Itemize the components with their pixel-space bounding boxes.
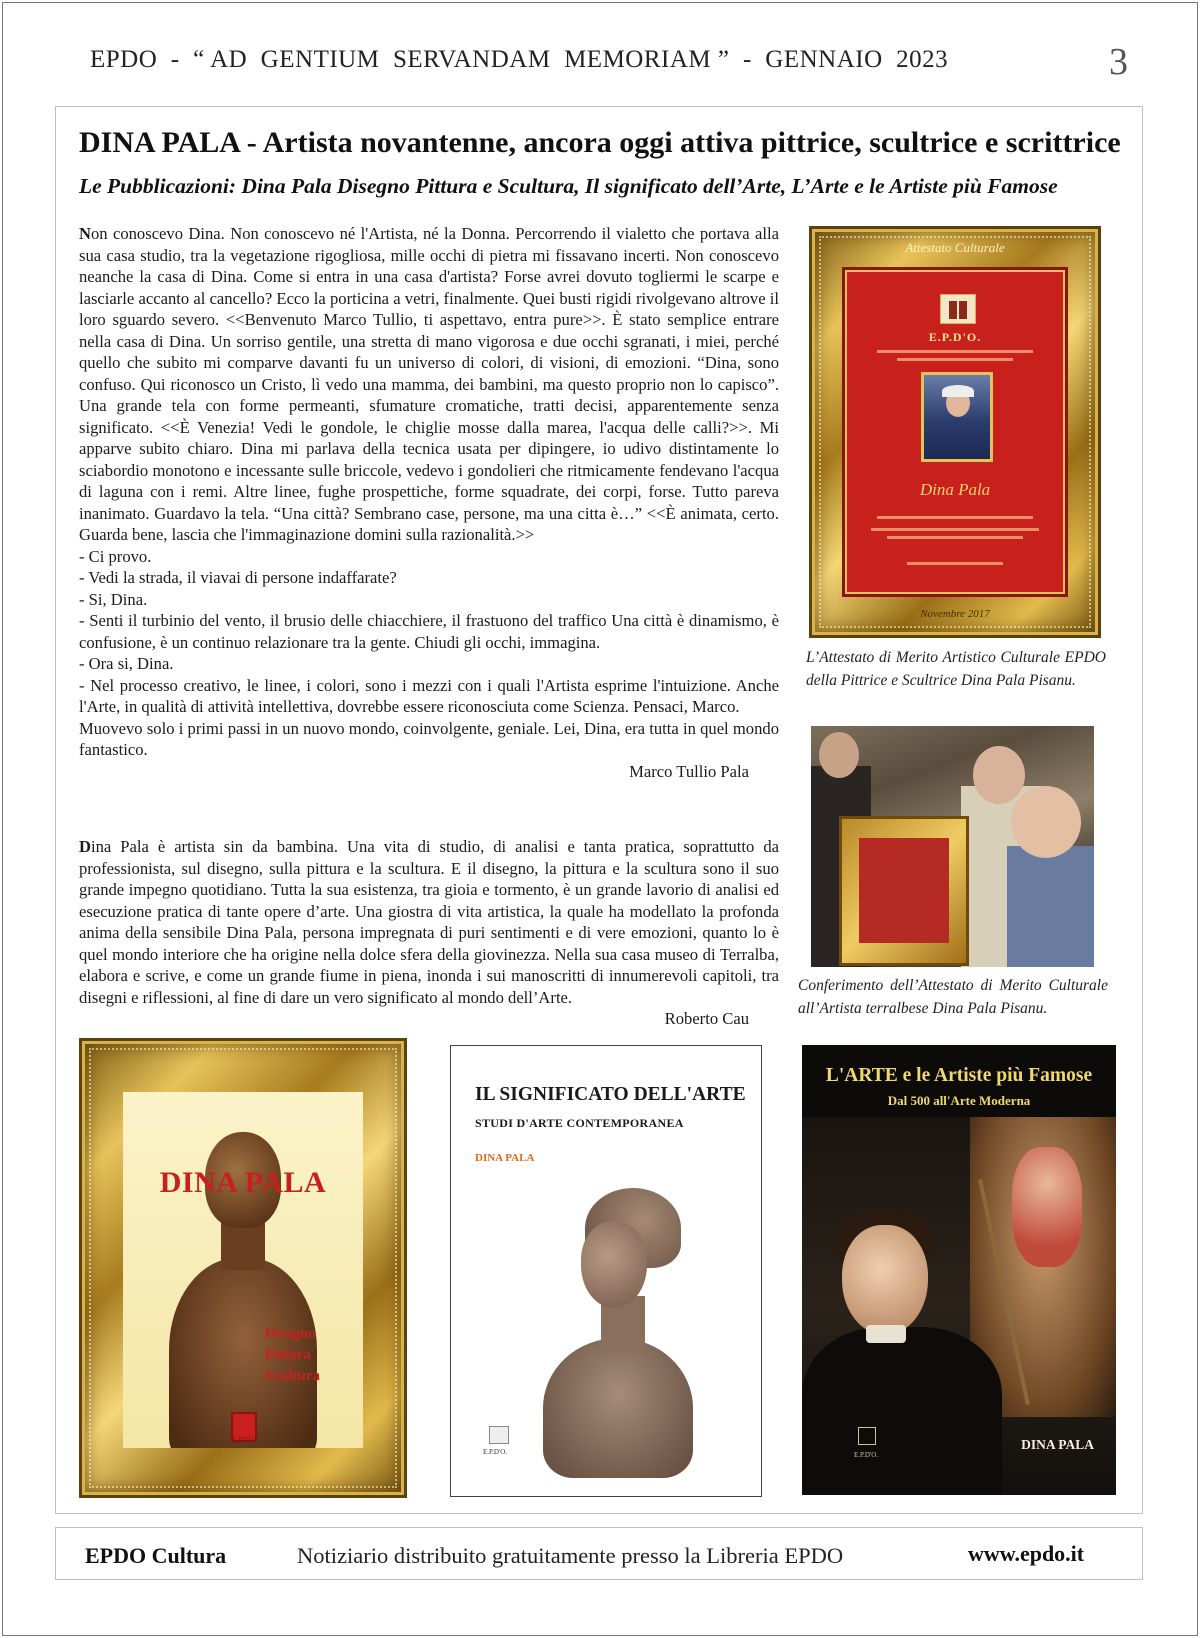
footer-website-link[interactable]: www.epdo.it <box>968 1541 1085 1566</box>
signature-line <box>79 1008 779 1030</box>
certificate-decorative-line <box>877 516 1033 519</box>
certificate-image <box>809 226 1101 638</box>
page-number: 3 <box>1109 41 1128 83</box>
article-subtitle: Le Pubblicazioni: Dina Pala Disegno Pittura e Scultura, Il significato dell’Arte, L’Arte e le Artiste più Famose <box>79 174 1058 198</box>
dialogue-line: - Ora si, Dina. <box>79 654 174 673</box>
footer-brand: EPDO Cultura <box>85 1543 227 1568</box>
ceremony-caption: Conferimento dell’Attestato di Merito Culturale all’Artista terralbese Dina Pala Pisanu. <box>798 977 1108 1017</box>
drop-letter: N <box>79 224 91 243</box>
book3-subtitle: Dal 500 all'Arte Moderna <box>887 1093 1031 1108</box>
book3-publisher: E.P.D'O. <box>854 1451 879 1459</box>
certificate-decorative-line <box>897 358 1013 361</box>
book-cover-il-significato-dell-arte <box>450 1045 762 1497</box>
certificate-decorative-line <box>877 350 1033 353</box>
book2-author: DINA PALA <box>475 1152 535 1164</box>
signature-line <box>79 761 779 783</box>
book-cover-dina-pala <box>79 1038 407 1498</box>
book2-title: IL SIGNIFICATO DELL'ARTE <box>475 1084 746 1105</box>
article-part-2 <box>79 836 779 1030</box>
book1-cover-panel <box>123 1092 363 1448</box>
book1-publisher: E.P.D'O. <box>231 1436 256 1444</box>
ceremony-photo <box>811 726 1094 967</box>
dialogue-line: - Si, Dina. <box>79 589 148 609</box>
book2-publisher: E.P.D'O. <box>483 1448 508 1456</box>
paragraph-dina <box>79 836 779 1008</box>
book3-author: DINA PALA <box>1021 1437 1094 1452</box>
dialogue-line: - Ci provo. <box>79 546 152 566</box>
epdo-logo-icon <box>489 1426 509 1444</box>
running-head-text: EPDO - “ AD GENTIUM SERVANDAM MEMORIAM ” - GENNAIO 2023 <box>90 46 949 73</box>
portrait-photo <box>921 372 993 462</box>
certificate-decorative-line <box>871 528 1039 531</box>
drop-letter: D <box>79 837 91 856</box>
footer-note: Notiziario distribuito gratuitamente presso la Libreria EPDO <box>297 1543 844 1568</box>
epdo-logo-icon <box>858 1427 876 1445</box>
paragraph-text: ina Pala è artista sin da bambina. Una vita di studio, di analisi e tanta pratica, soprattutto da professionista, sul disegno, sulla pittura e la scultura. E il disegno, la pittura e la scultura sono il suo grande impegno quotidiano. Tutta la sua esistenza, tra gioia e tormento, è un grande lavorio di analisi ed esecuzione pratica di tante opere d’arte. Una giostra di vita artistica, la quale ha modellato la profonda anima della sensibile Dina Pala, persona impregnata di puri sentimenti e di vere emozioni, quanto lo è quel mondo interiore che ha origine nella dolce sfera della giovinezza. Nella sua casa museo di Terralba, elabora e scrive, e come un grande fiume in piena, inonda i sui manoscritti di innumerevoli capitoli, tra disegni e riflessioni, al fine di dare un vero significato al mondo dell’Arte. <box>79 837 779 1007</box>
certificate-date: Novembre 2017 <box>920 608 990 620</box>
dialogue-line: - Nel processo creativo, le linee, i colori, sono i mezzi con i quali l'Artista esprime l'intuizione. Anche l'Arte, in qualità di attività intellettiva, dovrebbe essere riconosciuta come Scienza. Pensaci, Marco. <box>79 675 779 716</box>
book3-title: L'ARTE e le Artiste più Famose <box>825 1065 1093 1086</box>
book2-subtitle: STUDI D'ARTE CONTEMPORANEA <box>475 1116 684 1130</box>
running-head <box>0 40 1200 83</box>
author-roberto-cau: Roberto Cau <box>664 1009 749 1028</box>
certificate-top-label: Attestato Culturale <box>905 240 1005 255</box>
paragraph-lead <box>79 223 779 546</box>
dialogue-line: - Vedi la strada, il viavai di persone indaffarate? <box>79 568 397 587</box>
certificate-decorative-line <box>887 536 1023 539</box>
article-part-1 <box>79 223 779 782</box>
certificate-decorative-line <box>907 562 1003 565</box>
lead-text: on conoscevo Dina. Non conoscevo né l'Artista, né la Donna. Percorrendo il vialetto che portava alla sua casa studio, tra la vegetazione rigogliosa, mille occhi di pietra mi fissavano incerti. Non conoscevo neanche la casa di Dina. Come si entra in una casa d'artista? Forse avrei dovuto togliermi le scarpe e lasciarle accanto al cancello? Ecco la porticina a vetri, finalmente. Quei busti rigidi rivolgevano altrove il loro sguardo severo. <<Benvenuto Marco Tullio, ti aspettavo, entra pure>>. È stato semplice entrare nella casa di Dina. Un sorriso gentile, una stretta di mano vigorosa e due occhi sgranati, i miei, perché quello che subito mi comparve davanti fu un universo di colori, di visioni, di emozioni. “Dina, sono confuso. Qui riconosco un Cristo, lì vedo una mamma, dei bambini, ma questo proprio non lo capisco”. Una grande tela con forme permeanti, sfumature cromatiche, tratti decisi, apparentemente senza significato. <<È Venezia! Vedi le gondole, le chiglie mosse dalla marea, l'acqua delle calli?>>. Mi apparve subito chiaro. Dina mi parlava della tecnica usata per dipingere, io udivo distintamente lo sciabordio monotono e incessante sulle briccole, vedevo i gondolieri che ritmicamente fendevano l'acqua di laguna con i remi. Altre linee, fughe prospettiche, forme squadrate, dei corpi, forse. Tutto pareva inanimato. Guardavo la tela. “Una città? Sembrano case, persone, ma una citta è…” <<È animata, certo. Guarda bene, lascia che l'immaginazione domini sulla razionalità.>> <box>79 224 779 544</box>
certificate-caption: L’Attestato di Merito Artistico Culturale EPDO della Pittrice e Scultrice Dina Pala Pisanu. <box>806 649 1106 689</box>
certificate-name: Dina Pala <box>919 480 991 499</box>
author-marco-tullio-pala: Marco Tullio Pala <box>629 761 749 781</box>
closing-paragraph: Muovevo solo i primi passi in un nuovo mondo, coinvolgente, geniale. Lei, Dina, era tutta in quel mondo fantastico. <box>79 718 779 759</box>
epdo-logo-icon <box>940 294 976 324</box>
article-title: DINA PALA - Artista novantenne, ancora oggi attiva pittrice, scultrice e scrittrice <box>79 126 1121 159</box>
dialogue-line: - Senti il turbinio del vento, il brusio delle chiacchiere, il frastuono del traffico Una città è dinamismo, è confusione, è un continuo relazionare tra la gente. Chiudi gli occhi, immagina. <box>79 611 779 652</box>
book1-subtitle: Disegno Pittura Scultura <box>265 1326 321 1384</box>
book1-title: DINA PALA <box>159 1166 327 1199</box>
certificate-epdo: E.P.D'O. <box>928 330 982 344</box>
terracotta-bust-image <box>533 1188 703 1478</box>
certificate-panel <box>845 270 1065 594</box>
book-cover-l-arte-e-le-artiste <box>802 1045 1116 1495</box>
